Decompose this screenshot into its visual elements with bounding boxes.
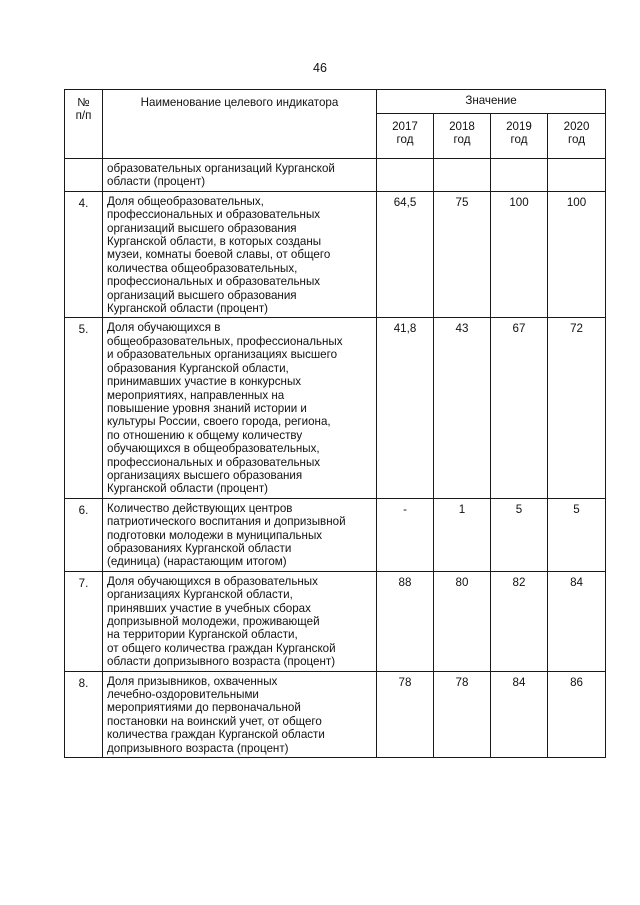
indicator-name-line: организациях высшего образования	[107, 468, 303, 482]
column-header-number	[65, 90, 103, 159]
indicator-name-line: мероприятиями до первоначальной	[107, 701, 301, 715]
table-body	[65, 159, 606, 758]
value-cell: 43	[434, 318, 491, 498]
value-cell: 84	[548, 571, 606, 671]
indicator-name-line: организаций высшего образования	[107, 288, 297, 302]
value-cell	[377, 159, 434, 192]
value-cell: 1	[434, 498, 491, 571]
table-row	[65, 571, 606, 671]
indicator-name-line: принимавших участие в конкурсных	[107, 375, 302, 389]
year-label: 2020	[563, 120, 590, 133]
indicator-name-line: области (процент)	[107, 175, 206, 189]
indicator-name-line: количества общеобразовательных,	[107, 261, 298, 275]
indicator-name-line: образования Курганской области,	[107, 361, 289, 375]
indicator-name-line: патриотического воспитания и допризывной	[107, 515, 346, 529]
table-row	[65, 191, 606, 318]
value-cell: 88	[377, 571, 434, 671]
year-unit: год	[568, 133, 585, 147]
indicator-name-line: постановки на воинский учет, от общего	[107, 714, 322, 728]
value-cell: 75	[434, 191, 491, 318]
value-cell: 82	[491, 571, 548, 671]
indicator-name	[103, 671, 377, 757]
column-header-year	[491, 114, 548, 159]
year-unit: год	[396, 133, 414, 147]
year-unit: год	[510, 133, 528, 147]
indicator-name-line: Доля обучающихся в образовательных	[107, 574, 318, 588]
value-cell: 41,8	[377, 318, 434, 498]
value-cell	[491, 159, 548, 192]
column-header-year	[434, 114, 491, 159]
value-cell: -	[377, 498, 434, 571]
indicator-name-line: профессиональных и образовательных	[107, 275, 321, 289]
column-header-value-group: Значение	[377, 90, 606, 114]
year-label: 2017	[392, 120, 418, 133]
indicator-name	[103, 191, 377, 318]
year-unit: год	[453, 133, 471, 147]
value-cell: 5	[491, 498, 548, 571]
indicator-name-line: Количество действующих центров	[107, 501, 293, 515]
number-symbol: №	[77, 96, 90, 109]
indicator-name	[103, 159, 377, 192]
year-label: 2019	[506, 120, 532, 133]
indicator-name-line: образованиях Курганской области	[107, 541, 292, 555]
indicator-name-line: принявших участие в учебных сборах	[107, 601, 311, 615]
indicator-name	[103, 571, 377, 671]
value-cell	[434, 159, 491, 192]
indicator-name-line: Доля призывников, охваченных	[107, 674, 278, 688]
indicator-name-line: допризывной молодежи, проживающей	[107, 615, 320, 628]
row-number: 8.	[65, 671, 103, 757]
indicator-name-line: мероприятиях, направленных на	[107, 388, 285, 402]
header-row-1	[65, 90, 606, 114]
indicator-name-line: образовательных организаций Курганской	[107, 162, 335, 175]
indicator-name-line: повышение уровня знаний истории и	[107, 401, 307, 415]
indicator-name-line: подготовки молодежи в муниципальных	[107, 528, 323, 542]
value-cell: 67	[491, 318, 548, 498]
indicator-name-line: Доля общеобразовательных,	[107, 194, 264, 208]
value-cell: 100	[491, 191, 548, 318]
row-number: 6.	[65, 498, 103, 571]
indicator-name-line: организациях Курганской области,	[107, 588, 293, 602]
indicator-name-line: профессиональных и образовательных	[107, 208, 321, 222]
indicator-name-line: музеи, комнаты боевой славы, от общего	[107, 248, 331, 262]
table-row	[65, 318, 606, 498]
row-number: 4.	[65, 191, 103, 318]
indicator-name	[103, 498, 377, 571]
value-cell: 78	[377, 671, 434, 757]
value-cell: 64,5	[377, 191, 434, 318]
row-number: 5.	[65, 318, 103, 498]
page-number: 46	[313, 61, 327, 75]
indicator-name-line: количества граждан Курганской области	[107, 728, 325, 742]
indicator-name-line: профессиональных и образовательных	[107, 455, 321, 469]
table-row	[65, 671, 606, 757]
table-row	[65, 498, 606, 571]
value-cell: 80	[434, 571, 491, 671]
indicator-name-line: культуры России, своего города, региона,	[107, 415, 331, 429]
indicator-name	[103, 318, 377, 498]
indicator-name-line: допризывного возраста (процент)	[107, 741, 289, 755]
table-header	[65, 90, 606, 159]
number-abbrev: п/п	[75, 109, 92, 123]
value-cell: 86	[548, 671, 606, 757]
row-number	[65, 159, 103, 192]
indicator-name-line: (единица) (нарастающим итогом)	[107, 555, 287, 569]
indicator-name-line: по отношению к общему количеству	[107, 428, 303, 442]
table-row	[65, 159, 606, 192]
indicator-name-line: Курганской области (процент)	[107, 482, 268, 496]
year-label: 2018	[449, 120, 475, 133]
value-cell: 100	[548, 191, 606, 318]
indicator-name-line: Доля обучающихся в	[107, 321, 221, 335]
indicator-name-line: организаций высшего образования	[107, 221, 297, 235]
indicator-name-line: на территории Курганской области,	[107, 628, 298, 642]
indicator-name-line: области допризывного возраста (процент)	[107, 655, 336, 669]
value-cell: 84	[491, 671, 548, 757]
indicator-name-line: Курганской области, в которых созданы	[107, 235, 322, 249]
indicator-name-line: общеобразовательных, профессиональных	[107, 334, 343, 348]
value-cell: 72	[548, 318, 606, 498]
indicator-name-line: и образовательных организациях высшего	[107, 348, 338, 362]
column-header-year	[377, 114, 434, 159]
column-header-name: Наименование целевого индикатора	[103, 90, 377, 159]
indicator-name-line: лечебно-оздоровительными	[107, 688, 259, 702]
row-number: 7.	[65, 571, 103, 671]
indicator-name-line: обучающихся в общеобразовательных,	[107, 442, 320, 456]
value-cell: 5	[548, 498, 606, 571]
indicators-table	[64, 89, 606, 758]
value-cell	[548, 159, 606, 192]
column-header-year	[548, 114, 606, 159]
value-cell: 78	[434, 671, 491, 757]
indicator-name-line: Курганской области (процент)	[107, 302, 268, 316]
indicator-name-line: от общего количества граждан Курганской	[107, 641, 336, 655]
